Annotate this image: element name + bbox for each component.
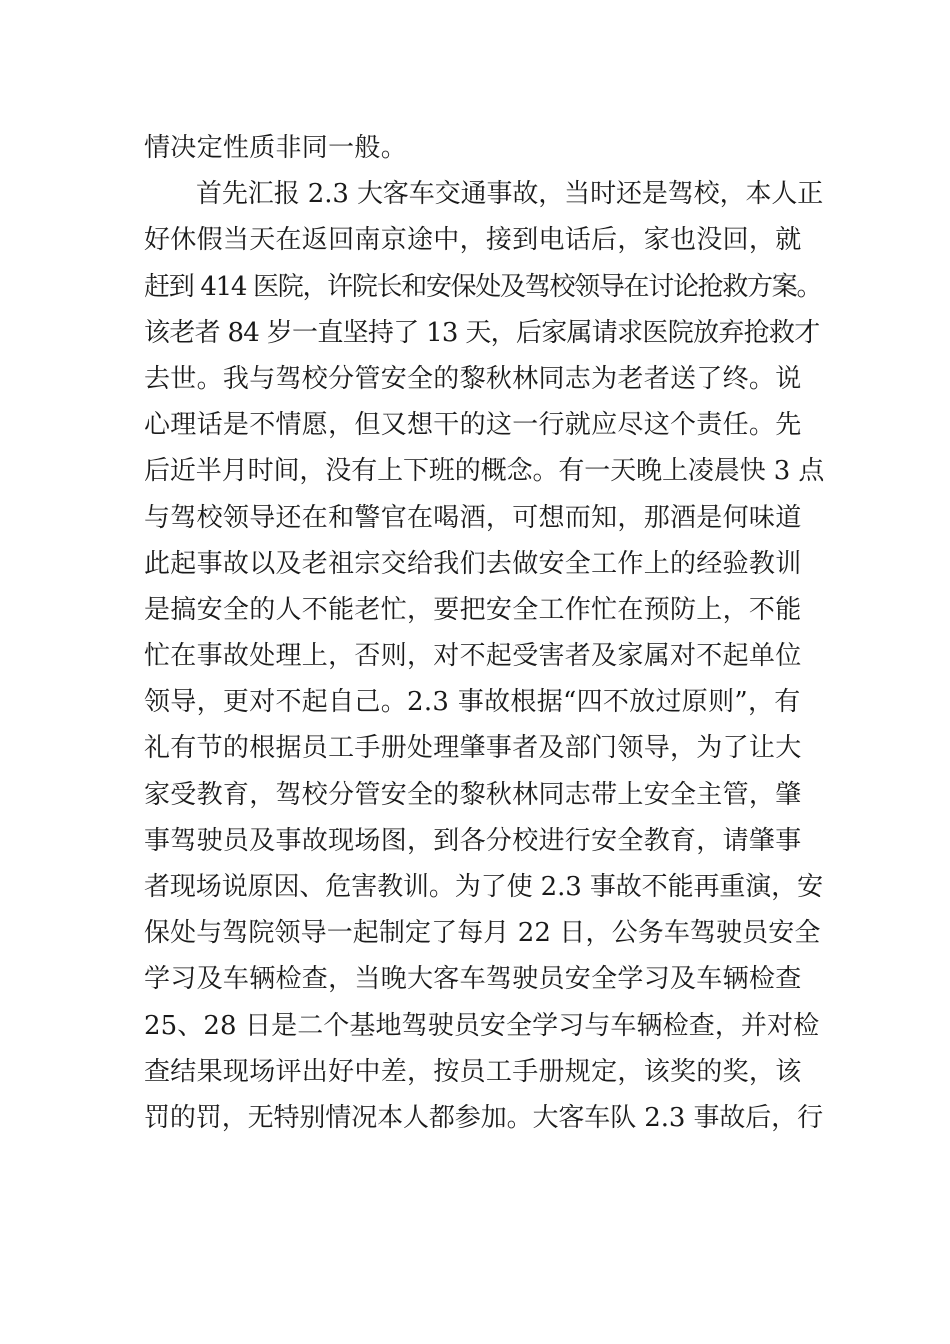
- text-line: 领导，更对不起自己。2.3 事故根据“四不放过原则”，有: [144, 687, 801, 718]
- text-line: 者现场说原因、危害教训。为了使 2.3 事故不能再重演，安: [144, 872, 823, 902]
- paragraph-first-line: 首先汇报 2.3 大客车交通事故，当时还是驾校，本人正: [196, 179, 824, 210]
- text-line: 去世。我与驾校分管安全的黎秋林同志为老者送了终。说: [144, 363, 802, 394]
- text-line: 礼有节的根据员工手册处理肇事者及部门领导，为了让大: [144, 733, 802, 764]
- text-line: 25、28 日是二个基地驾驶员安全学习与车辆检查，并对检: [144, 1010, 820, 1041]
- text-line: 好休假当天在返回南京途中，接到电话后，家也没回，就: [144, 225, 802, 256]
- text-line: 忙在事故处理上，否则，对不起受害者及家属对不起单位: [144, 641, 802, 672]
- text-line: 事驾驶员及事故现场图，到各分校进行安全教育，请肇事: [144, 825, 802, 856]
- text-line: 学习及车辆检查，当晚大客车驾驶员安全学习及车辆检查: [144, 964, 802, 995]
- text-line: 心理话是不情愿，但又想干的这一行就应尽这个责任。先: [144, 410, 802, 441]
- text-line: 赶到 414 医院，许院长和安保处及驾校领导在讨论抢救方案。: [144, 271, 822, 302]
- text-line: 此起事故以及老祖宗交给我们去做安全工作上的经验教训: [144, 548, 802, 579]
- text-line: 是搞安全的人不能老忙，要把安全工作忙在预防上，不能: [144, 594, 802, 625]
- text-line: 家受教育，驾校分管安全的黎秋林同志带上安全主管，肇: [144, 779, 802, 810]
- text-line: 与驾校领导还在和警官在喝酒，可想而知，那酒是何味道: [144, 502, 802, 533]
- body-text: [144, 125, 824, 1141]
- text-line: 该老者 84 岁一直坚持了 13 天，后家属请求医院放弃抢救才: [144, 317, 820, 348]
- text-line: 保处与驾院领导一起制定了每月 22 日，公务车驾驶员安全: [144, 918, 821, 949]
- text-line: 后近半月时间，没有上下班的概念。有一天晚上凌晨快 3 点: [144, 456, 825, 487]
- text-line: 情决定性质非同一般。: [144, 133, 408, 163]
- text-line: 查结果现场评出好中差，按员工手册规定，该奖的奖，该: [144, 1056, 802, 1087]
- text-line: 罚的罚，无特别情况本人都参加。大客车队 2.3 事故后，行: [144, 1102, 823, 1133]
